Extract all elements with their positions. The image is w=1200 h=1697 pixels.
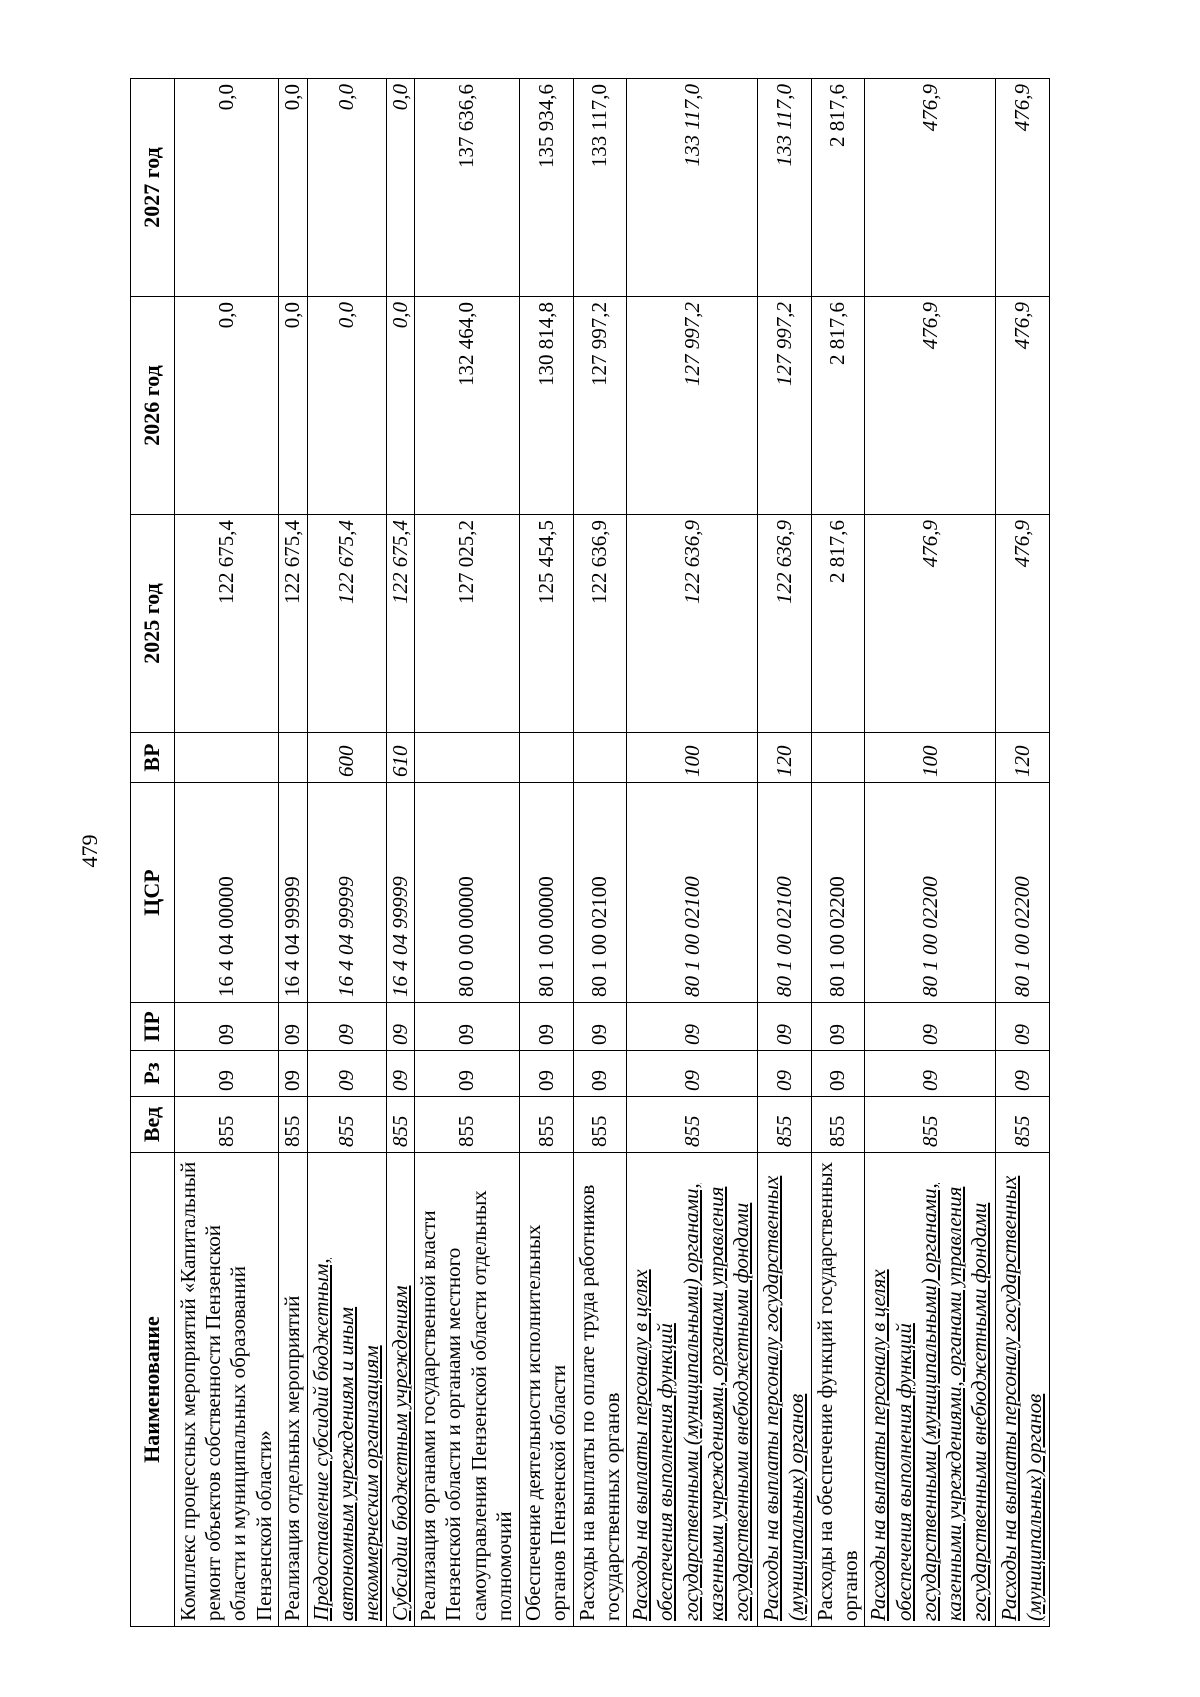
row-csr: 80 0 00 00000 (415, 783, 520, 1003)
table-row (573, 79, 627, 1627)
row-name: Расходы на выплаты по оплате труда работников государственных органов (573, 1153, 627, 1627)
header-vr: ВР (131, 733, 175, 783)
row-2027: 133 117,0 (758, 79, 812, 297)
row-2026: 0,0 (175, 297, 279, 515)
row-2025: 122 636,9 (627, 515, 758, 733)
row-ved: 855 (415, 1097, 520, 1153)
row-2027: 135 934,6 (519, 79, 573, 297)
row-name: Реализация органами государственной власти Пензенской области и органами местного самоуправления Пензенской области отдельных полномочий (415, 1153, 520, 1627)
row-2027: 137 636,6 (415, 79, 520, 297)
table-row (627, 79, 758, 1627)
row-2026: 2 817,6 (811, 297, 865, 515)
header-pr: ПР (131, 1003, 175, 1051)
row-2026: 127 997,2 (573, 297, 627, 515)
row-2026: 0,0 (307, 297, 386, 515)
row-csr: 80 1 00 02200 (865, 783, 996, 1003)
row-ved: 855 (627, 1097, 758, 1153)
row-2026: 476,9 (996, 297, 1050, 515)
row-2026: 0,0 (279, 297, 307, 515)
table-row (865, 79, 996, 1627)
row-rz: 09 (175, 1051, 279, 1097)
row-ved: 855 (811, 1097, 865, 1153)
table-row (175, 79, 279, 1627)
row-vr (175, 733, 279, 783)
row-rz: 09 (519, 1051, 573, 1097)
row-csr: 16 4 04 99999 (386, 783, 414, 1003)
row-rz: 09 (996, 1051, 1050, 1097)
row-pr: 09 (758, 1003, 812, 1051)
header-2025: 2025 год (131, 515, 175, 733)
row-2027: 476,9 (996, 79, 1050, 297)
header-2026: 2026 год (131, 297, 175, 515)
rotated-table-container (130, 79, 1050, 1627)
row-pr: 09 (865, 1003, 996, 1051)
row-2027: 0,0 (386, 79, 414, 297)
header-name: Наименование (131, 1153, 175, 1627)
row-ved: 855 (573, 1097, 627, 1153)
row-csr: 16 4 04 99999 (279, 783, 307, 1003)
row-2027: 0,0 (279, 79, 307, 297)
row-csr: 80 1 00 02100 (573, 783, 627, 1003)
row-ved: 855 (307, 1097, 386, 1153)
row-2025: 125 454,5 (519, 515, 573, 733)
header-rz: Рз (131, 1051, 175, 1097)
row-2025: 122 675,4 (279, 515, 307, 733)
row-vr: 610 (386, 733, 414, 783)
row-vr: 600 (307, 733, 386, 783)
row-rz: 09 (307, 1051, 386, 1097)
row-name: Расходы на выплаты персоналу государственных (муниципальных) органов (996, 1153, 1050, 1627)
row-rz: 09 (386, 1051, 414, 1097)
row-vr: 120 (758, 733, 812, 783)
header-ved: Вед (131, 1097, 175, 1153)
row-ved: 855 (996, 1097, 1050, 1153)
row-2026: 130 814,8 (519, 297, 573, 515)
row-2025: 122 636,9 (573, 515, 627, 733)
row-vr: 100 (627, 733, 758, 783)
row-2025: 127 025,2 (415, 515, 520, 733)
row-ved: 855 (865, 1097, 996, 1153)
row-pr: 09 (279, 1003, 307, 1051)
row-name: Субсидии бюджетным учреждениям (386, 1153, 414, 1627)
row-rz: 09 (627, 1051, 758, 1097)
row-rz: 09 (811, 1051, 865, 1097)
row-2026: 127 997,2 (627, 297, 758, 515)
row-pr: 09 (627, 1003, 758, 1051)
row-vr (811, 733, 865, 783)
row-vr: 120 (996, 733, 1050, 783)
row-ved: 855 (758, 1097, 812, 1153)
row-vr (279, 733, 307, 783)
row-csr: 80 1 00 02100 (758, 783, 812, 1003)
row-vr (415, 733, 520, 783)
row-rz: 09 (415, 1051, 520, 1097)
row-pr: 09 (996, 1003, 1050, 1051)
table-row (519, 79, 573, 1627)
row-name: Комплекс процессных мероприятий «Капитальный ремонт объектов собственности Пензенской области и муниципальных образований Пензенской области» (175, 1153, 279, 1627)
row-name: Расходы на выплаты персоналу государственных (муниципальных) органов (758, 1153, 812, 1627)
row-2025: 122 675,4 (386, 515, 414, 733)
row-2027: 0,0 (175, 79, 279, 297)
row-2026: 0,0 (386, 297, 414, 515)
row-2025: 476,9 (996, 515, 1050, 733)
budget-table (130, 78, 1050, 1627)
row-2025: 2 817,6 (811, 515, 865, 733)
row-2025: 122 675,4 (307, 515, 386, 733)
table-row (758, 79, 812, 1627)
row-pr: 09 (519, 1003, 573, 1051)
row-rz: 09 (573, 1051, 627, 1097)
row-csr: 16 4 04 99999 (307, 783, 386, 1003)
row-2026: 132 464,0 (415, 297, 520, 515)
row-name: Обеспечение деятельности исполнительных органов Пензенской области (519, 1153, 573, 1627)
row-2027: 133 117,0 (627, 79, 758, 297)
row-name: Расходы на выплаты персоналу в целях обеспечения выполнения функций государственными (муниципальными) органами, казенными учреждениями, органами управления государственными внебюджетными фондами (627, 1153, 758, 1627)
row-pr: 09 (307, 1003, 386, 1051)
row-name: Предоставление субсидий бюджетным, автономным учреждениям и иным некоммерческим организациям (307, 1153, 386, 1627)
row-vr: 100 (865, 733, 996, 783)
table-row (307, 79, 386, 1627)
row-2027: 476,9 (865, 79, 996, 297)
row-2026: 476,9 (865, 297, 996, 515)
table-row (386, 79, 414, 1627)
row-pr: 09 (811, 1003, 865, 1051)
row-name: Расходы на выплаты персоналу в целях обеспечения выполнения функций государственными (муниципальными) органами, казенными учреждениями, органами управления государственными внебюджетными фондами (865, 1153, 996, 1627)
row-ved: 855 (279, 1097, 307, 1153)
row-2027: 133 117,0 (573, 79, 627, 297)
row-csr: 80 1 00 02100 (627, 783, 758, 1003)
table-row (996, 79, 1050, 1627)
row-ved: 855 (175, 1097, 279, 1153)
page-number: 479 (77, 834, 102, 868)
row-name: Расходы на обеспечение функций государственных органов (811, 1153, 865, 1627)
row-pr: 09 (573, 1003, 627, 1051)
table-row (811, 79, 865, 1627)
row-2026: 127 997,2 (758, 297, 812, 515)
row-2025: 122 636,9 (758, 515, 812, 733)
row-rz: 09 (279, 1051, 307, 1097)
row-2027: 0,0 (307, 79, 386, 297)
table-row (279, 79, 307, 1627)
row-csr: 80 1 00 02200 (811, 783, 865, 1003)
table-header-row (131, 79, 175, 1627)
row-ved: 855 (519, 1097, 573, 1153)
row-ved: 855 (386, 1097, 414, 1153)
header-2027: 2027 год (131, 79, 175, 297)
row-csr: 80 1 00 02200 (996, 783, 1050, 1003)
row-pr: 09 (175, 1003, 279, 1051)
row-pr: 09 (415, 1003, 520, 1051)
row-2027: 2 817,6 (811, 79, 865, 297)
row-vr (519, 733, 573, 783)
row-2025: 122 675,4 (175, 515, 279, 733)
header-csr: ЦСР (131, 783, 175, 1003)
row-vr (573, 733, 627, 783)
row-csr: 80 1 00 00000 (519, 783, 573, 1003)
row-pr: 09 (386, 1003, 414, 1051)
row-2025: 476,9 (865, 515, 996, 733)
row-csr: 16 4 04 00000 (175, 783, 279, 1003)
table-row (415, 79, 520, 1627)
row-rz: 09 (758, 1051, 812, 1097)
row-rz: 09 (865, 1051, 996, 1097)
row-name: Реализация отдельных мероприятий (279, 1153, 307, 1627)
